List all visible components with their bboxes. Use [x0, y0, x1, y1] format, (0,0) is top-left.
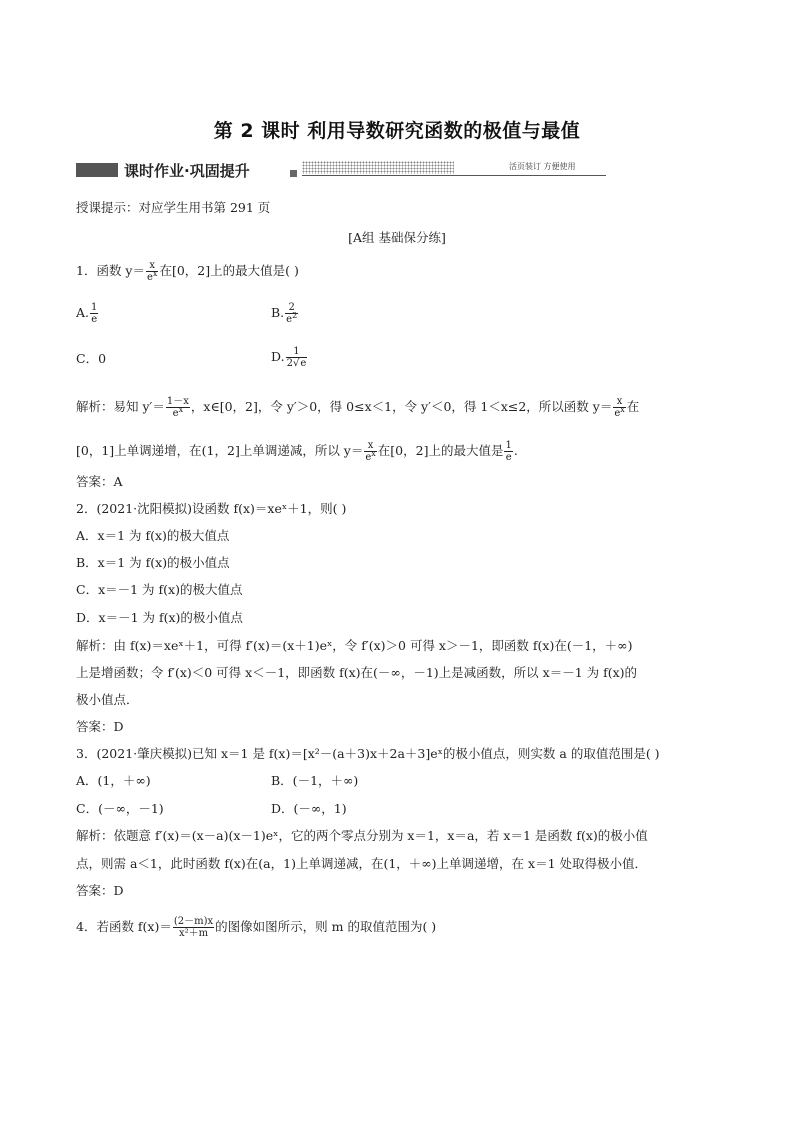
q1-option-b-frac [285, 302, 298, 325]
q3-option-a: A．(1，＋∞) [76, 773, 151, 788]
q1-option-a-label: A. [76, 305, 90, 320]
q2-stem: 2．(2021·沈阳模拟)设函数 f(x)＝xeˣ＋1，则( ) [76, 501, 347, 516]
banner-block [76, 163, 118, 177]
q1-option-d [271, 346, 308, 369]
q1-sol1-post: 在 [626, 399, 640, 414]
q1-sol2-den-base: e [365, 452, 372, 463]
section-banner [76, 158, 606, 182]
q1-option-b [271, 302, 299, 325]
q1-option-a-frac [90, 302, 98, 325]
q1-option-d-den: 2√e [286, 358, 307, 369]
q1-sol2-num: x [364, 440, 376, 452]
q1-sol2-frac2 [504, 440, 512, 463]
q4-stem [76, 916, 436, 939]
q1-option-b-label: B. [271, 305, 285, 320]
banner-right-text: 活页装订 方便使用 [509, 162, 576, 171]
q1-answer: 答案：A [76, 474, 123, 489]
q1-sol1-den2-sup: x [620, 405, 625, 414]
q1-option-c: C．0 [76, 351, 107, 366]
q1-sol1-frac [166, 396, 190, 419]
q4-fraction [173, 916, 214, 939]
q2-option-b: B．x＝1 为 f(x)的极小值点 [76, 555, 230, 570]
q3-solution-line-2: 点，则需 a＜1，此时函数 f(x)在(a，1)上单调递减，在(1，＋∞)上单调递增，在 x＝1 处取得极小值． [76, 856, 648, 871]
page-title: 第 2 课时 利用导数研究函数的极值与最值 [213, 120, 581, 142]
q2-solution-line-1: 解析：由 f(x)＝xeˣ＋1，可得 f′(x)＝(x＋1)eˣ，令 f′(x)＞0 可得 x＞－1，即函数 f(x)在(－1，＋∞) [76, 638, 633, 653]
q2-option-a: A．x＝1 为 f(x)的极大值点 [76, 528, 230, 543]
q1-sol1-frac2 [613, 396, 625, 419]
q3-option-c: C．(－∞，－1) [76, 801, 164, 816]
q1-sol1-den2 [613, 405, 625, 419]
q4-stem-pre: 4．若函数 f(x)＝ [76, 919, 172, 934]
q1-option-a [76, 302, 99, 325]
q2-solution-line-3: 极小值点． [76, 692, 139, 707]
q1-frac-den-base: e [147, 272, 153, 283]
q1-sol2-post: . [513, 443, 518, 458]
q1-stem-pre: 1．函数 y＝ [76, 263, 145, 278]
q3-answer: 答案：D [76, 883, 124, 898]
q1-sol2-frac [364, 440, 376, 463]
banner-square [290, 170, 297, 177]
q1-option-d-den-radicand: e [300, 358, 307, 369]
banner-rule [302, 175, 606, 176]
q4-frac-num: (2－m)x [173, 916, 214, 927]
q1-sol1-den-sup: x [178, 405, 184, 414]
q1-sol1-pre: 解析：易知 y′＝ [76, 399, 165, 414]
q1-solution-line-2 [76, 440, 518, 463]
banner-label: 课时作业·巩固提升 [124, 162, 250, 180]
q1-frac-den [146, 269, 158, 283]
q1-option-b-den [285, 311, 298, 325]
q1-sol2-den2: e [505, 452, 512, 463]
q1-sol2-den [364, 449, 376, 463]
q4-stem-post: 的图像如图所示，则 m 的取值范围为( ) [215, 919, 437, 934]
q1-option-d-den-coef: 2 [286, 358, 293, 369]
q3-solution-line-1: 解析：依题意 f′(x)＝(x－a)(x－1)eˣ，它的两个零点分别为 x＝1，x＝a，若 x＝1 是函数 f(x)的极小值 [76, 828, 648, 843]
q1-sol1-num2: x [613, 396, 625, 408]
q1-sol1-den-base: e [172, 408, 179, 419]
q1-sol2-mid: 在[0，2]上的最大值是 [377, 443, 504, 458]
q1-solution-line-1 [76, 396, 639, 419]
q1-sol1-mid: ，x∈[0，2]，令 y′＞0，得 0≤x＜1，令 y′＜0，得 1＜x≤2，所以函数 y＝ [190, 399, 613, 414]
banner-dot-pattern [302, 161, 454, 174]
q1-sol2-pre: [0，1]上单调递增，在(1，2]上单调递减，所以 y＝ [76, 443, 364, 458]
q1-frac-num: x [146, 260, 158, 272]
q1-option-b-den-sup: 2 [292, 311, 298, 320]
q1-sol1-num: 1－x [166, 396, 189, 407]
q2-option-d: D．x＝－1 为 f(x)的极小值点 [76, 610, 243, 625]
q2-answer: 答案：D [76, 719, 124, 734]
q1-option-b-num: 2 [285, 302, 298, 314]
q1-sol2-den-sup: x [371, 449, 376, 458]
q3-option-b: B．(－1，＋∞) [271, 773, 359, 788]
group-heading: [A组 基础保分练] [348, 230, 446, 245]
q1-frac-den-sup: x [152, 269, 158, 278]
q1-sol2-num2: 1 [505, 440, 512, 451]
q2-solution-line-2: 上是增函数；令 f′(x)＜0 可得 x＜－1，即函数 f(x)在(－∞，－1)上是减函数，所以 x＝－1 为 f(x)的 [76, 665, 638, 680]
q1-option-a-num: 1 [91, 302, 98, 313]
q1-fraction [146, 260, 158, 283]
q1-sol1-den [166, 405, 190, 419]
hint-text: 授课提示：对应学生用书第 291 页 [76, 200, 271, 215]
q1-option-b-den-base: e [286, 314, 293, 325]
q3-stem: 3．(2021·肇庆模拟)已知 x＝1 是 f(x)＝[x²－(a＋3)x＋2a＋3]eˣ的极小值点，则实数 a 的取值范围是( ) [76, 746, 660, 761]
q4-frac-den: x²＋m [178, 928, 209, 939]
q1-option-d-label: D. [271, 349, 285, 364]
q1-stem-post: 在[0，2]上的最大值是( ) [159, 263, 299, 278]
q1-option-d-frac [286, 346, 308, 369]
q1-option-a-den: e [91, 314, 98, 325]
q2-option-c: C．x＝－1 为 f(x)的极大值点 [76, 582, 243, 597]
q1-option-d-num: 1 [286, 346, 308, 358]
q1-sol1-den2-base: e [614, 408, 621, 419]
q1-stem [76, 260, 299, 283]
q3-option-d: D．(－∞，1) [271, 801, 347, 816]
